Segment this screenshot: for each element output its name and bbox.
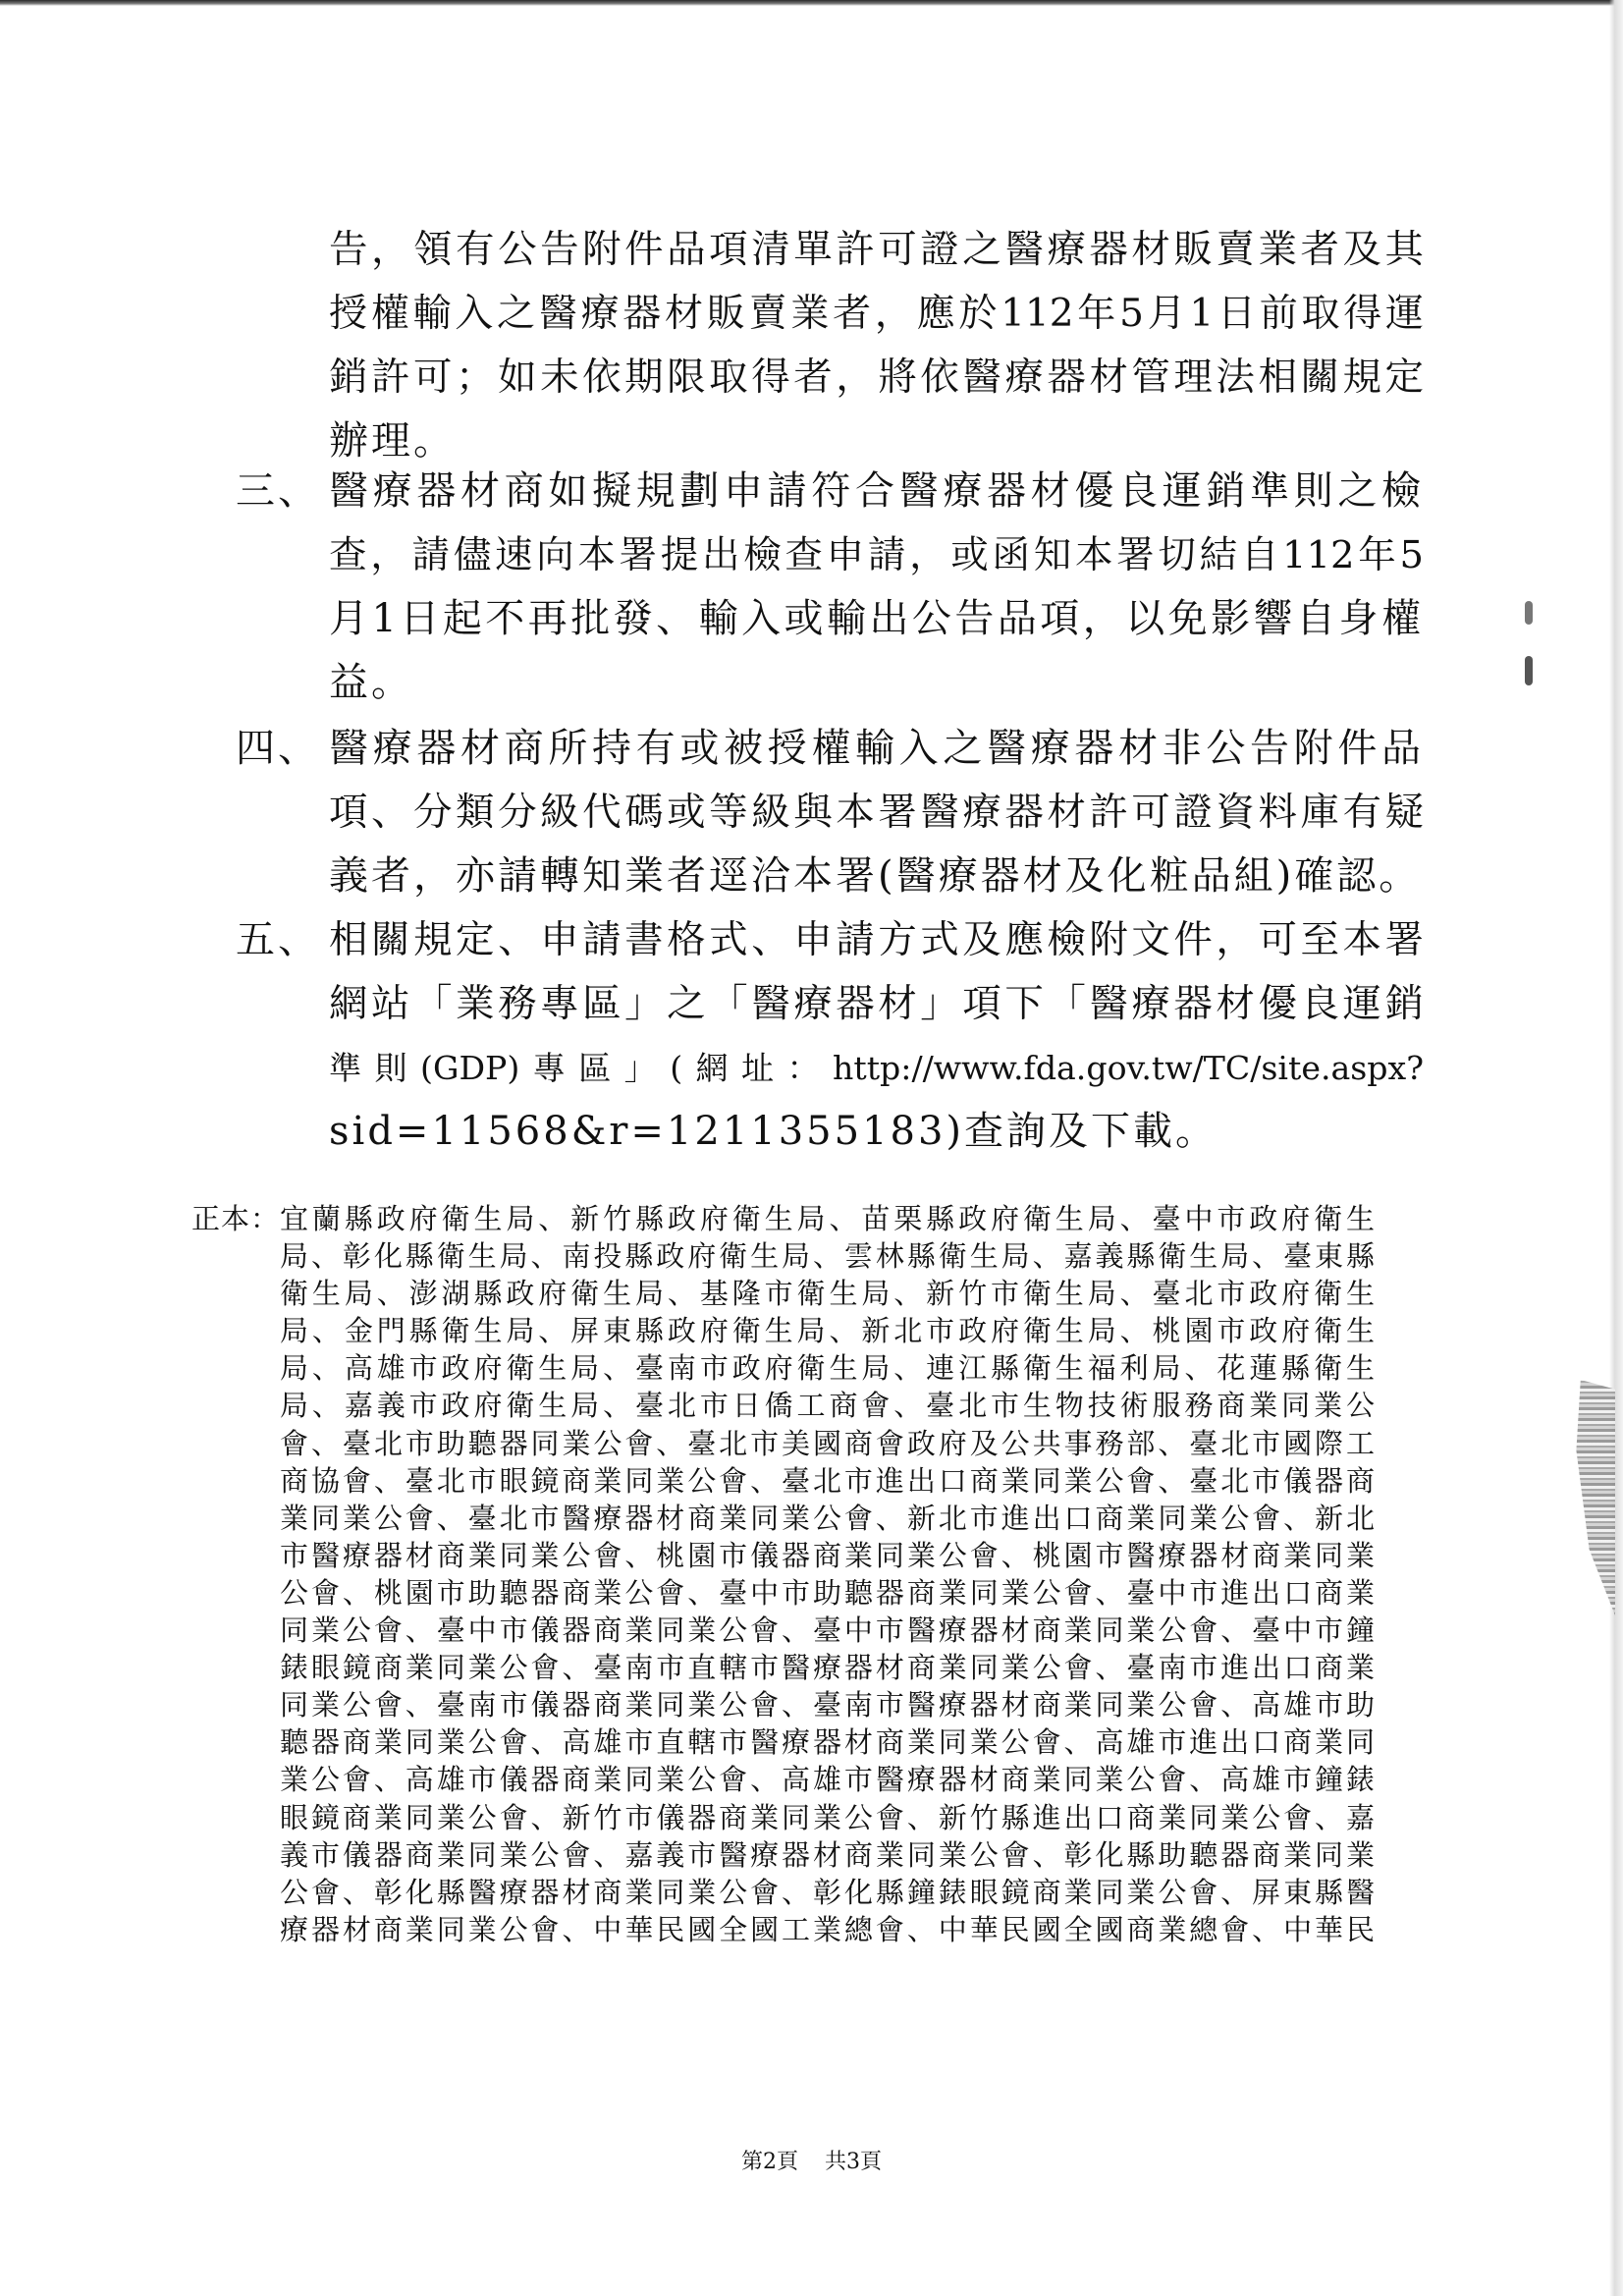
punch-hole-mark (1525, 656, 1533, 685)
page-footer (0, 2149, 1623, 2176)
item-line: 月1日起不再批發、輸入或輸出公告品項，以免影響自身權 (329, 596, 1424, 641)
recipients-line: 商協會、臺北市眼鏡商業同業公會、臺北市進出口商業同業公會、臺北市儀器商 (280, 1463, 1375, 1498)
recipients-line: 療器材商業同業公會、中華民國全國工業總會、中華民國全國商業總會、中華民 (280, 1912, 1375, 1946)
recipients-line: 公會、桃園市助聽器商業公會、臺中市助聽器商業同業公會、臺中市進出口商業 (280, 1575, 1375, 1610)
item-marker: 三、 (236, 468, 320, 514)
scan-top-edge (0, 0, 1623, 6)
item-line: 益。 (329, 660, 413, 705)
seal-stamp-edge (1572, 1380, 1615, 1615)
recipients-line: 局、嘉義市政府衛生局、臺北市日僑工商會、臺北市生物技術服務商業同業公 (280, 1389, 1375, 1423)
recipients-line: 同業公會、臺中市儀器商業同業公會、臺中市醫療器材商業同業公會、臺中市鐘 (280, 1613, 1375, 1648)
item-body (329, 460, 1424, 715)
item-line: 查，請儘速向本署提出檢查申請，或函知本署切結自112年5 (329, 533, 1424, 577)
recipients-line: 會、臺北市助聽器同業公會、臺北市美國商會政府及公共事務部、臺北市國際工 (280, 1426, 1375, 1460)
page-total: 共3頁 (825, 2150, 882, 2174)
paragraph-line: 告，領有公告附件品項清單許可證之醫療器材販賣業者及其 (329, 227, 1424, 272)
recipients-line: 市醫療器材商業同業公會、桃園市儀器商業同業公會、桃園市醫療器材商業同業 (280, 1538, 1375, 1572)
paragraph-line: 授權輸入之醫療器材販賣業者，應於112年5月1日前取得運 (329, 292, 1424, 336)
recipients-line: 同業公會、臺南市儀器商業同業公會、臺南市醫療器材商業同業公會、高雄市助 (280, 1688, 1375, 1722)
page-number: 第2頁 (741, 2150, 798, 2174)
recipients-line: 眼鏡商業同業公會、新竹市儀器商業同業公會、新竹縣進出口商業同業公會、嘉 (280, 1800, 1375, 1834)
recipients-line: 局、彰化縣衛生局、南投縣政府衛生局、雲林縣衛生局、嘉義縣衛生局、臺東縣 (280, 1239, 1375, 1274)
item-line: 準則(GDP)專區」(網址：http://www.fda.gov.tw/TC/site.aspx? (329, 1049, 1424, 1087)
recipients-list (280, 1200, 1375, 1948)
item-line: sid=11568&r=1211355183)查詢及下載。 (329, 1109, 1218, 1154)
item-line: 相關規定、申請書格式、申請方式及應檢附文件，可至本署 (329, 917, 1424, 962)
item-line: 醫療器材商所持有或被授權輸入之醫療器材非公告附件品 (329, 726, 1424, 771)
recipients-line: 業公會、高雄市儀器商業同業公會、高雄市醫療器材商業同業公會、高雄市鐘錶 (280, 1763, 1375, 1797)
scan-right-edge (1609, 0, 1623, 2296)
recipients-line: 宜蘭縣政府衛生局、新竹縣政府衛生局、苗栗縣政府衛生局、臺中市政府衛生 (280, 1202, 1375, 1235)
item-marker: 五、 (236, 917, 320, 962)
punch-hole-mark (1525, 601, 1533, 625)
recipients-line: 聽器商業同業公會、高雄市直轄市醫療器材商業同業公會、高雄市進出口商業同 (280, 1725, 1375, 1760)
continued-paragraph (329, 218, 1424, 473)
recipients-line: 公會、彰化縣醫療器材商業同業公會、彰化縣鐘錶眼鏡商業同業公會、屏東縣醫 (280, 1875, 1375, 1909)
item-line: 義者，亦請轉知業者逕洽本署(醫療器材及化粧品組)確認。 (329, 853, 1422, 899)
item-line: 醫療器材商如擬規劃申請符合醫療器材優良運銷準則之檢 (329, 468, 1424, 514)
item-line: 網站「業務專區」之「醫療器材」項下「醫療器材優良運銷 (329, 981, 1424, 1026)
recipients-line: 義市儀器商業同業公會、嘉義市醫療器材商業同業公會、彰化縣助聽器商業同業 (280, 1837, 1375, 1872)
recipients-label: 正本： (191, 1202, 281, 1235)
recipients-line: 衛生局、澎湖縣政府衛生局、基隆市衛生局、新竹市衛生局、臺北市政府衛生 (280, 1277, 1375, 1311)
recipients-line: 局、金門縣衛生局、屏東縣政府衛生局、新北市政府衛生局、桃園市政府衛生 (280, 1314, 1375, 1348)
paragraph-line: 銷許可；如未依期限取得者，將依醫療器材管理法相關規定 (329, 355, 1424, 400)
item-body (329, 717, 1424, 908)
recipients-line: 錶眼鏡商業同業公會、臺南市直轄市醫療器材商業同業公會、臺南市進出口商業 (280, 1651, 1375, 1685)
recipients-line: 業同業公會、臺北市醫療器材商業同業公會、新北市進出口商業同業公會、新北 (280, 1501, 1375, 1535)
paragraph-line: 辦理。 (329, 418, 456, 464)
recipients-line: 局、高雄市政府衛生局、臺南市政府衛生局、連江縣衛生福利局、花蓮縣衛生 (280, 1351, 1375, 1386)
item-marker: 四、 (236, 726, 320, 771)
item-line: 項、分類分級代碼或等級與本署醫療器材許可證資料庫有疑 (329, 790, 1424, 835)
item-body (329, 908, 1424, 1164)
